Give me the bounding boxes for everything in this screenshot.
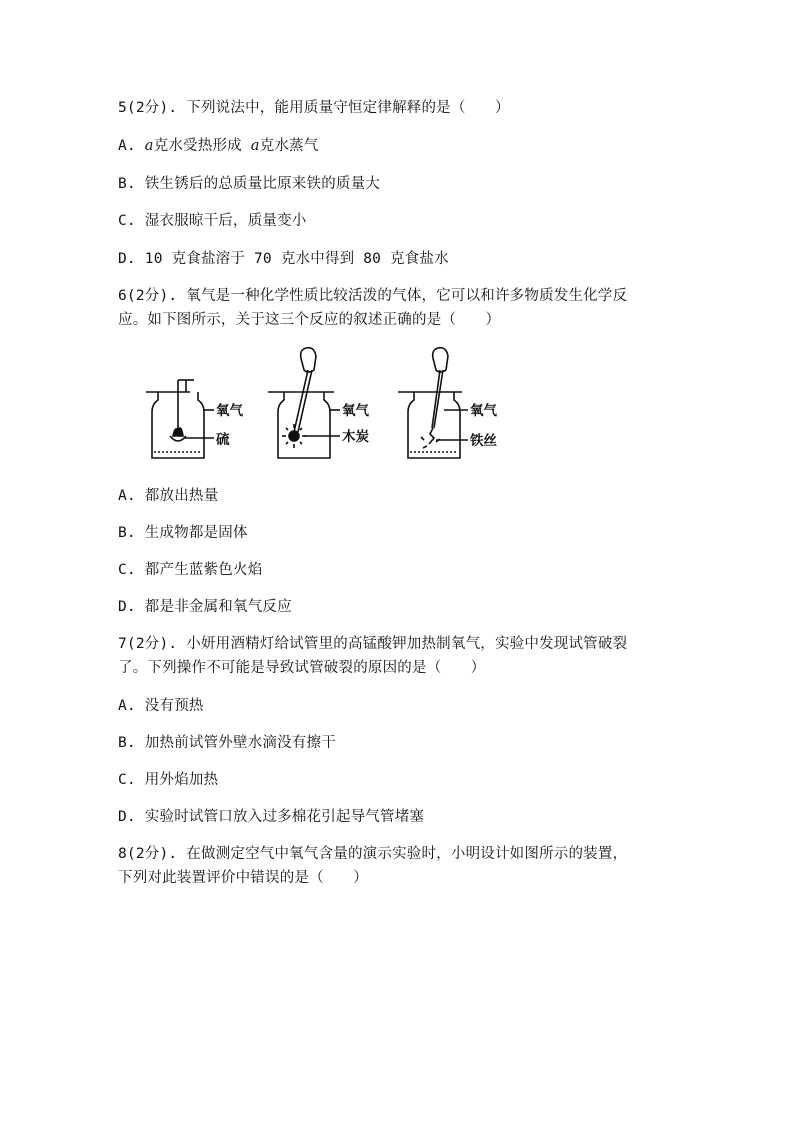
q6-figure-svg	[118, 340, 508, 470]
jar3-wire	[429, 428, 434, 444]
jar3-substance-label: 铁丝	[470, 433, 497, 449]
jar2-gas-label: 氧气	[342, 403, 369, 419]
q7-stem-line1: 7(2分). 小妍用酒精灯给试管里的高锰酸钾加热制氧气，实验中发现试管破裂	[118, 636, 628, 652]
jar2-tongs-b	[298, 370, 312, 432]
q5-option-a	[118, 134, 318, 155]
q5-option-b: B. 铁生锈后的总质量比原来铁的质量大	[118, 176, 380, 192]
q8-stem-line2: 下列对此装置评价中错误的是（ ）	[118, 870, 368, 886]
q7-option-a: A. 没有预热	[118, 698, 204, 714]
jar2-tongs-a	[294, 370, 308, 432]
jar2-substance-label: 木炭	[342, 429, 369, 445]
jar-sulfur	[146, 380, 214, 458]
jar-iron-wire	[398, 348, 468, 458]
q7-option-b: B. 加热前试管外壁水滴没有擦干	[118, 735, 336, 751]
q6-option-a: A. 都放出热量	[118, 488, 219, 504]
q5-option-a-suffix: 克水蒸气	[259, 138, 319, 154]
q6-option-b: B. 生成物都是固体	[118, 525, 248, 541]
jar-charcoal	[268, 348, 340, 458]
q5-option-a-var1: a	[144, 138, 154, 154]
q5-stem: 5(2分). 下列说法中，能用质量守恒定律解释的是（ ）	[118, 100, 510, 116]
jar2-charcoal	[289, 431, 299, 441]
jar1-flame	[173, 428, 183, 436]
q5-option-a-prefix: A.	[118, 138, 145, 154]
q5-option-a-mid: 克水受热形成	[153, 138, 251, 154]
q6-option-d: D. 都是非金属和氧气反应	[118, 599, 292, 615]
q5-option-a-var2: a	[250, 138, 260, 154]
q6-stem-line1: 6(2分). 氧气是一种化学性质比较活泼的气体，它可以和许多物质发生化学反	[118, 288, 628, 304]
q5-option-d: D. 10 克食盐溶于 70 克水中得到 80 克食盐水	[118, 251, 449, 267]
jar1-substance-label: 硫	[216, 432, 230, 448]
q8-stem-line1: 8(2分). 在做测定空气中氧气含量的演示实验时，小明设计如图所示的装置，	[118, 846, 628, 862]
q5-option-c: C. 湿衣服晾干后，质量变小	[118, 213, 307, 229]
jar3-hand	[433, 348, 448, 372]
jar3-gas-label: 氧气	[470, 403, 497, 419]
q6-figure-oxygen-reactions	[118, 340, 508, 470]
q6-option-c: C. 都产生蓝紫色火焰	[118, 562, 263, 578]
q6-stem-line2: 应。如下图所示，关于这三个反应的叙述正确的是（ ）	[118, 312, 501, 328]
jar2-hand	[301, 348, 316, 372]
jar1-gas-label: 氧气	[216, 403, 243, 419]
q7-option-d: D. 实验时试管口放入过多棉花引起导气管堵塞	[118, 809, 425, 825]
q7-stem-line2: 了。下列操作不可能是导致试管破裂的原因的是（ ）	[118, 660, 486, 676]
q7-option-c: C. 用外焰加热	[118, 772, 219, 788]
